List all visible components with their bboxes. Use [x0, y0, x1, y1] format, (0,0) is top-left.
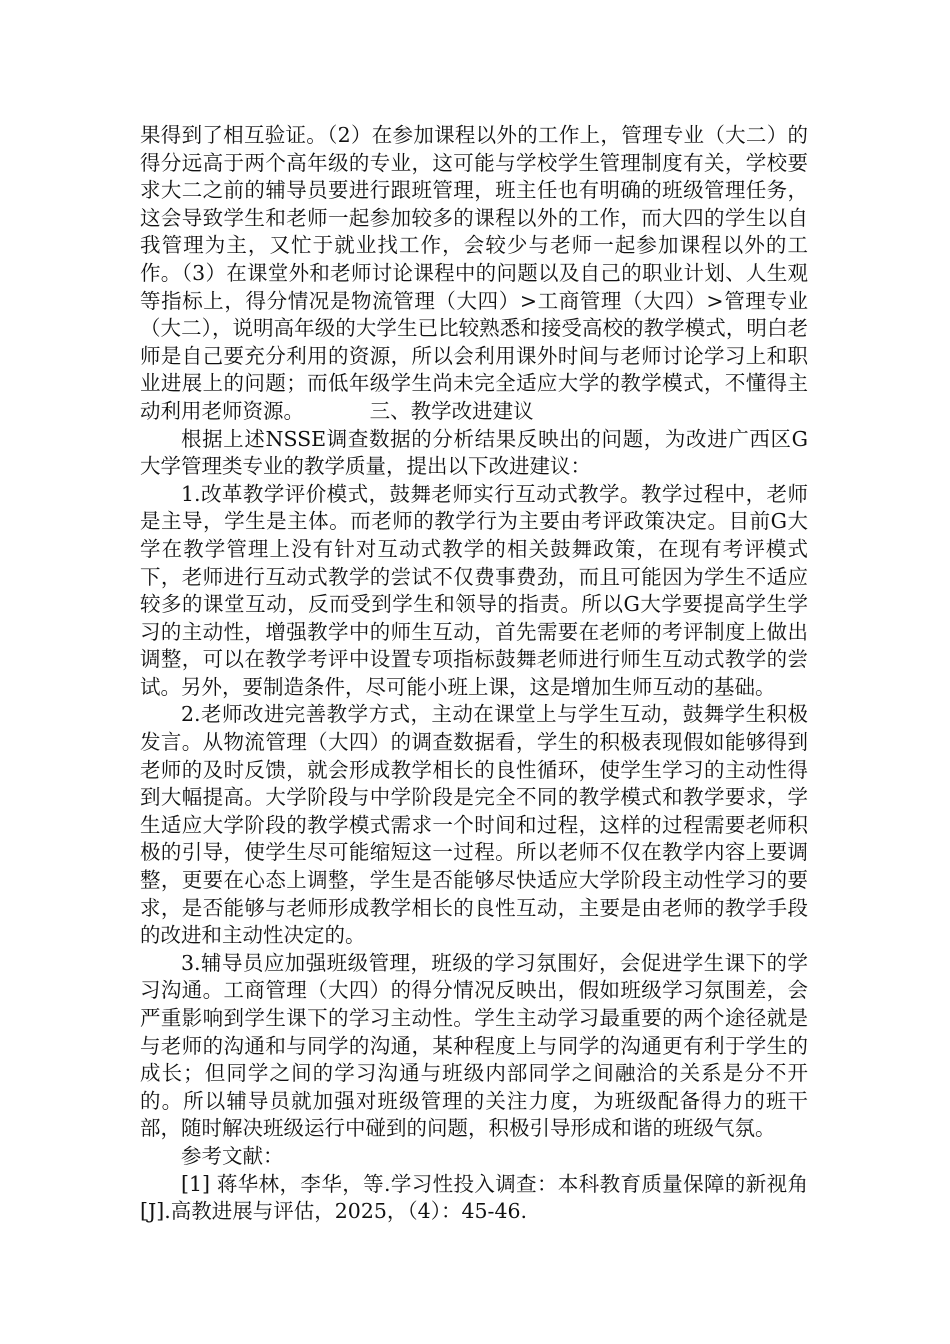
suggestion-paragraph-1: 1.改革教学评价模式，鼓舞老师实行互动式教学。教学过程中，老师是主导，学生是主体。而老师的教学行为主要由考评政策决定。目前G大学在教学管理上没有针对互动式教学的相关鼓舞政策，在现有考评模式下，老师进行互动式教学的尝试不仅费事费劲，而且可能因为学生不适应较多的课堂互动，反而受到学生和领导的指责。所以G大学要提高学生学习的主动性，增强教学中的师生互动，首先需要在老师的考评制度上做出调整，可以在教学考评中设置专项指标鼓舞老师进行师生互动式教学的尝试。另外，要制造条件，尽可能小班上课，这是增加生师互动的基础。	[140, 481, 808, 699]
body-paragraph	[140, 122, 808, 426]
section-heading: 三、教学改进建议	[369, 398, 534, 423]
intro-paragraph: 根据上述NSSE调查数据的分析结果反映出的问题，为改进广西区G大学管理类专业的教学质量，提出以下改进建议：	[140, 426, 808, 479]
suggestion-paragraph-2: 2.老师改进完善教学方式，主动在课堂上与学生互动，鼓舞学生积极发言。从物流管理（大四）的调查数据看，学生的积极表现假如能够得到老师的及时反馈，就会形成教学相长的良性循环，使学生学习的主动性得到大幅提高。大学阶段与中学阶段是完全不同的教学模式和教学要求，学生适应大学阶段的教学模式需求一个时间和过程，这样的过程需要老师积极的引导，使学生尽可能缩短这一过程。所以老师不仅在教学内容上要调整，更要在心态上调整，学生是否能够尽快适应大学阶段主动性学习的要求，是否能够与老师形成教学相长的良性互动，主要是由老师的教学手段的改进和主动性决定的。	[140, 702, 808, 948]
reference-item: [1] 蒋华林，李华，等.学习性投入调查：本科教育质量保障的新视角[J].高教进展与评估，2025，（4）：45-46.	[140, 1171, 808, 1224]
document-body	[140, 122, 808, 1226]
paragraph-continued-text: 果得到了相互验证。（2）在参加课程以外的工作上，管理专业（大二）的得分远高于两个高年级的专业，这可能与学校学生管理制度有关，学校要求大二之前的辅导员要进行跟班管理，班主任也有明确的班级管理任务，这会导致学生和老师一起参加较多的课程以外的工作，而大四的学生以自我管理为主，又忙于就业找工作，会较少与老师一起参加课程以外的工作。（3）在课堂外和老师讨论课程中的问题以及自己的职业计划、人生观等指标上，得分情况是物流管理（大四）>工商管理（大四）>管理专业（大二），说明高年级的大学生已比较熟悉和接受高校的教学模式，明白老师是自己要充分利用的资源，所以会利用课外时间与老师讨论学习上和职业进展上的问题；而低年级学生尚未完全适应大学的教学模式，不懂得主动利用老师资源。	[140, 123, 808, 423]
references-heading: 参考文献：	[181, 1143, 284, 1168]
suggestion-paragraph-3: 3.辅导员应加强班级管理，班级的学习氛围好，会促进学生课下的学习沟通。工商管理（大四）的得分情况反映出，假如班级学习氛围差，会严重影响到学生课下的学习主动性。学生主动学习最重要的两个途径就是与老师的沟通和与同学的沟通，某种程度上与同学的沟通更有利于学生的成长；但同学之间的学习沟通与班级内部同学之间融洽的关系是分不开的。所以辅导员就加强对班级管理的关注力度，为班级配备得力的班干部，随时解决班级运行中碰到的问题，积极引导形成和谐的班级气氛。	[140, 950, 808, 1141]
